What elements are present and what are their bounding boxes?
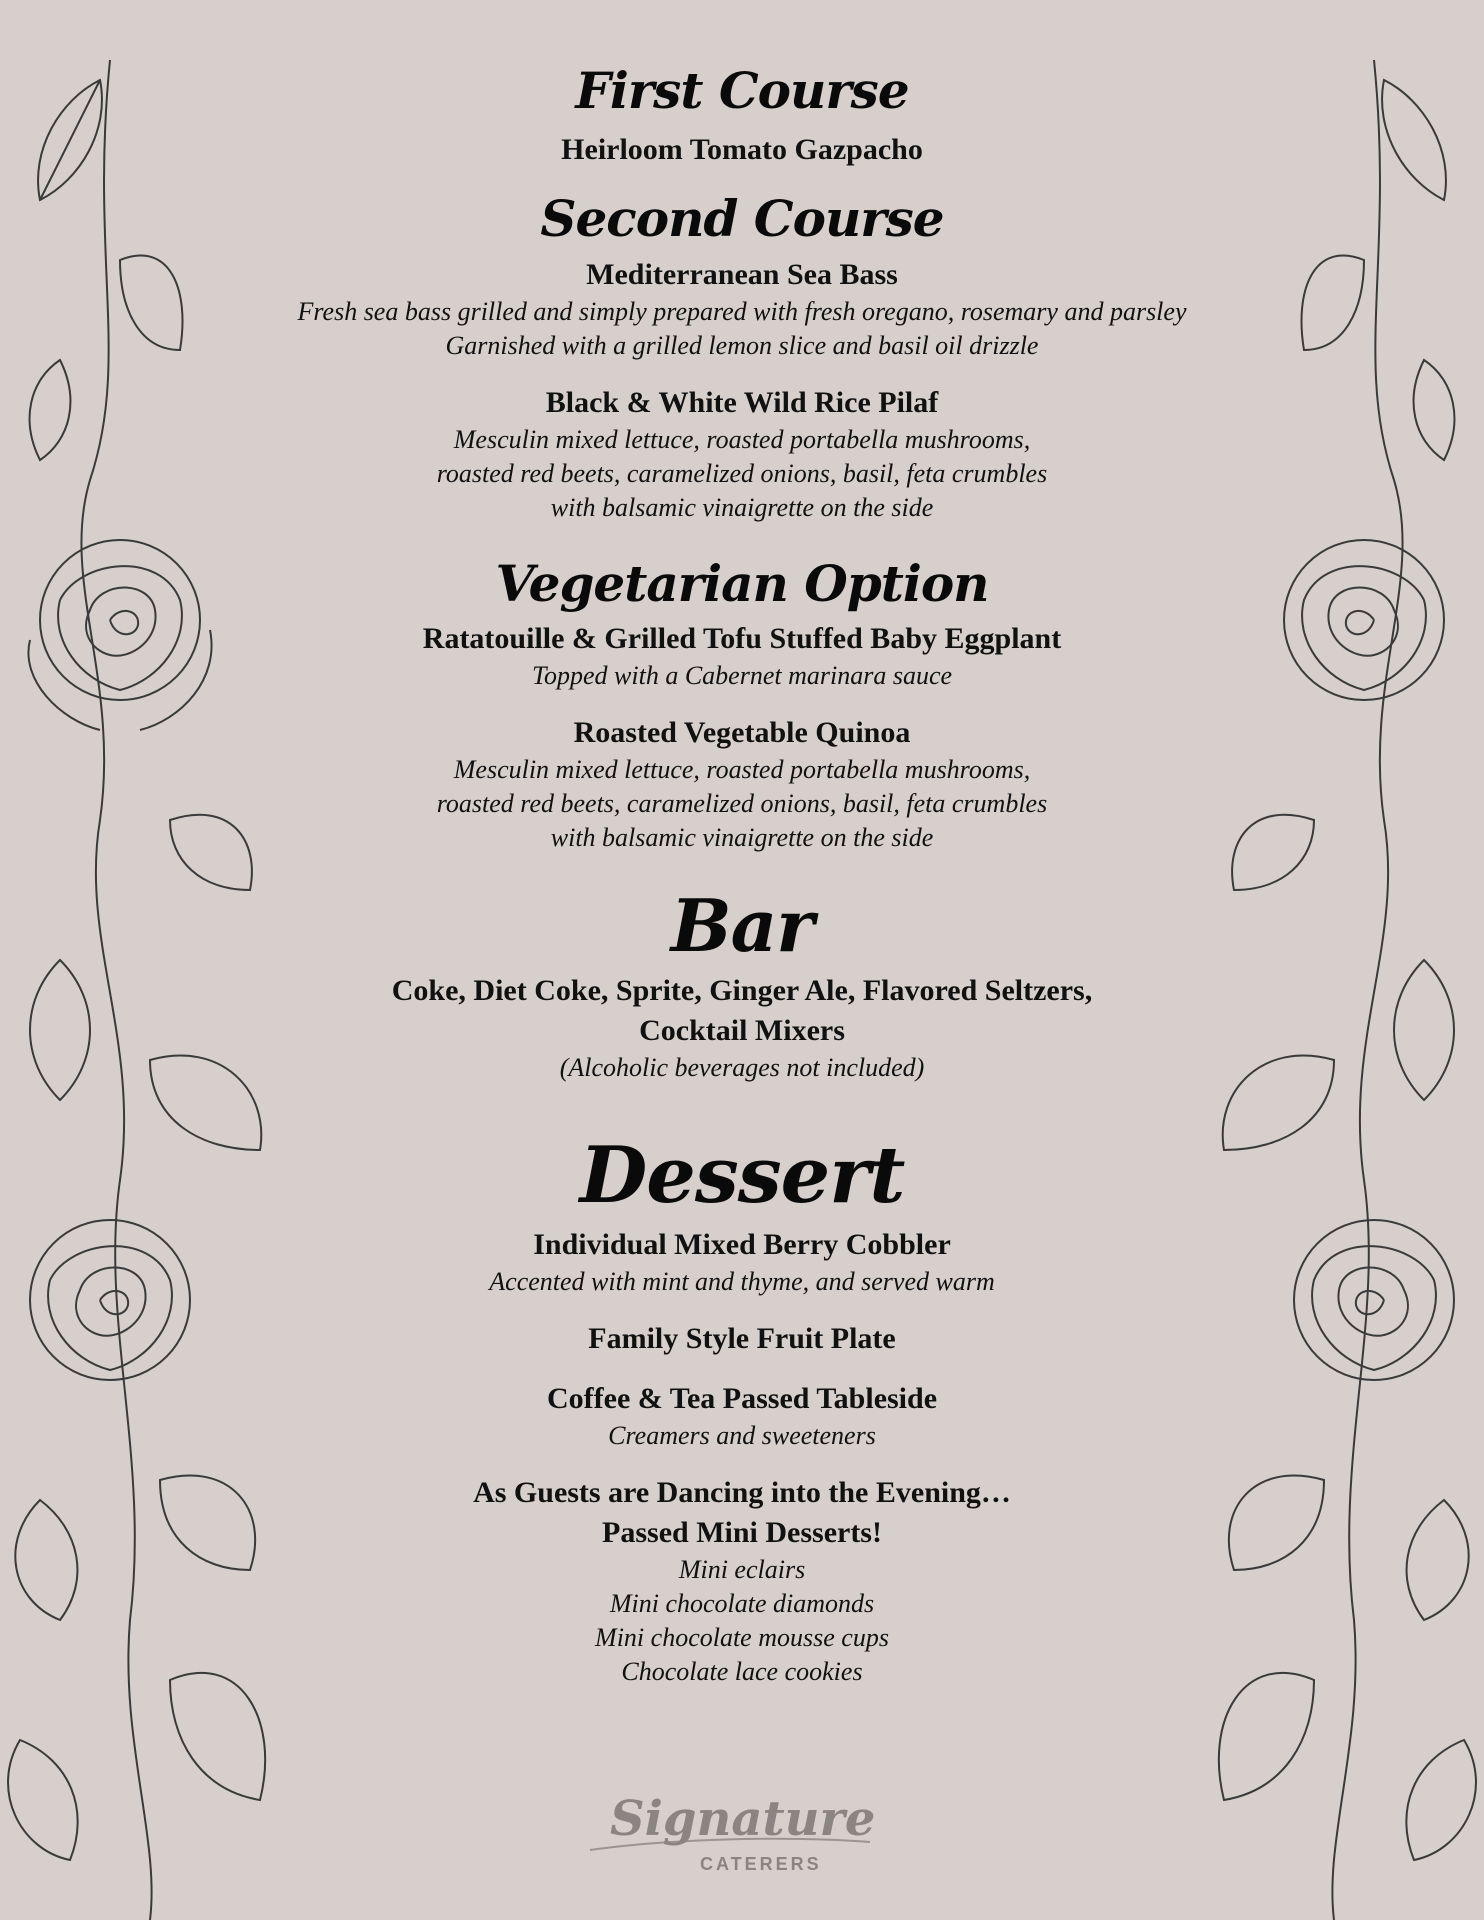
- menu-item-description: roasted red beets, caramelized onions, basil, feta crumbles: [436, 459, 1048, 488]
- logo-script-text: Signature: [610, 1791, 876, 1847]
- menu-item-description: Mesculin mixed lettuce, roasted portabella mushrooms,: [453, 425, 1031, 454]
- vegetarian-heading: Vegetarian Option: [495, 554, 989, 613]
- menu-item-name: Coffee & Tea Passed Tableside: [546, 1381, 938, 1415]
- logo-sub-text: CATERERS: [700, 1854, 822, 1874]
- menu-item-description: Accented with mint and thyme, and served warm: [489, 1266, 995, 1296]
- bar-heading: Bar: [670, 882, 814, 968]
- dessert-heading: Dessert: [579, 1130, 905, 1222]
- menu-item-name: Individual Mixed Berry Cobbler: [533, 1227, 951, 1261]
- mini-dessert-item: Mini chocolate mousse cups: [595, 1622, 889, 1652]
- mini-dessert-item: Mini chocolate diamonds: [609, 1588, 875, 1618]
- menu-item-description: Creamers and sweeteners: [608, 1420, 876, 1450]
- bar-note: (Alcoholic beverages not included): [559, 1053, 925, 1083]
- menu-item-name: Mediterranean Sea Bass: [586, 258, 898, 291]
- menu-item-description: Mesculin mixed lettuce, roasted portabella mushrooms,: [453, 754, 1031, 784]
- menu-item-name: Roasted Vegetable Quinoa: [573, 715, 911, 749]
- mini-dessert-item: Chocolate lace cookies: [621, 1656, 863, 1686]
- menu-item-description: Topped with a Cabernet marinara sauce: [531, 660, 953, 690]
- menu-item-name: Black & White Wild Rice Pilaf: [545, 386, 939, 419]
- bar-drinks-line: Coke, Diet Coke, Sprite, Ginger Ale, Flavored Seltzers,: [391, 974, 1093, 1008]
- bar-drinks-line: Cocktail Mixers: [639, 1014, 845, 1048]
- menu-item-name: Heirloom Tomato Gazpacho: [561, 132, 923, 166]
- menu-item-description: roasted red beets, caramelized onions, basil, feta crumbles: [436, 788, 1048, 818]
- first-course-heading: First Course: [575, 61, 909, 120]
- mini-dessert-item: Mini eclairs: [678, 1554, 806, 1584]
- menu-item-description: with balsamic vinaigrette on the side: [550, 493, 934, 522]
- menu-item-name: Ratatouille & Grilled Tofu Stuffed Baby Eggplant: [422, 621, 1062, 655]
- menu-item-description: with balsamic vinaigrette on the side: [550, 822, 934, 852]
- signature-caterers-logo: [580, 1780, 880, 1880]
- menu-content: [240, 62, 1244, 1689]
- menu-item-description: Garnished with a grilled lemon slice and basil oil drizzle: [445, 331, 1039, 360]
- second-course-heading: Second Course: [540, 188, 944, 248]
- menu-item-name: Family Style Fruit Plate: [588, 1321, 896, 1355]
- finale-line: Passed Mini Desserts!: [602, 1515, 882, 1549]
- finale-line: As Guests are Dancing into the Evening…: [473, 1475, 1011, 1509]
- menu-item-description: Fresh sea bass grilled and simply prepared with fresh oregano, rosemary and parsley: [297, 297, 1187, 326]
